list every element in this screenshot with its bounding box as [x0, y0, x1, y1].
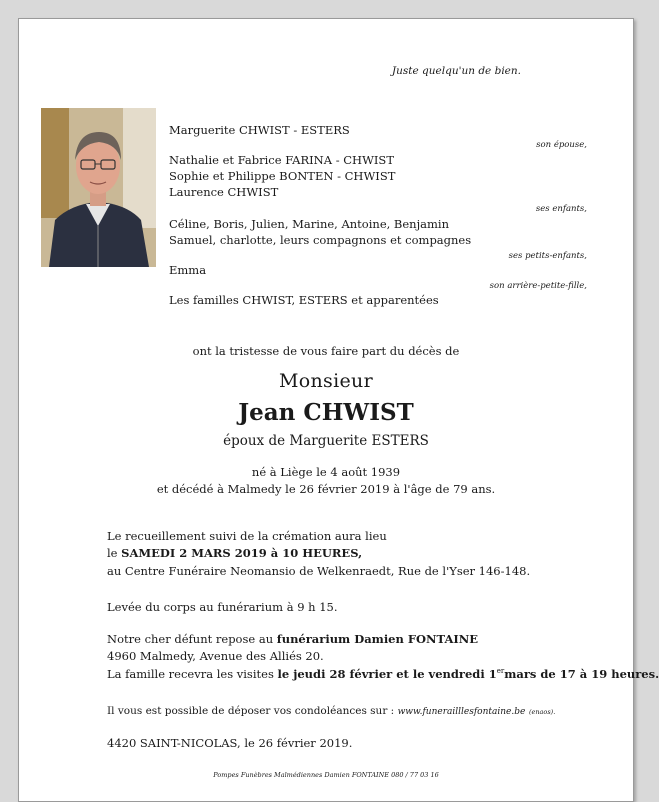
grandchildren-line-2: Samuel, charlotte, leurs compagnons et compagnes [169, 233, 472, 247]
funeral-home-line-1: Notre cher défunt repose au funérarium Damien FONTAINE [107, 632, 479, 646]
funeral-home-line-2: 4960 Malmedy, Avenue des Alliés 20. [107, 649, 324, 663]
ceremony-datetime: SAMEDI 2 MARS 2019 à 10 HEURES, [121, 546, 363, 560]
death-line: et décédé à Malmedy le 26 février 2019 à l'âge de 79 ans. [156, 482, 496, 496]
ceremony-line-2: le SAMEDI 2 MARS 2019 à 10 HEURES, [107, 546, 363, 560]
grandchildren-role: ses petits-enfants, [508, 251, 587, 261]
child-1: Nathalie et Fabrice FARINA - CHWIST [169, 153, 394, 167]
footer-imprint: Pompes Funèbres Malmédiennes Damien FONTAINE 080 / 77 03 16 [213, 771, 439, 779]
birth-line: né à Liège le 4 août 1939 [251, 465, 401, 479]
motto: Juste quelqu'un de bien. [391, 65, 521, 77]
ceremony-line-3: au Centre Funéraire Neomansio de Welkenraedt, Rue de l'Yser 146-148. [107, 564, 531, 578]
families-line: Les familles CHWIST, ESTERS et apparentées [169, 293, 439, 307]
grandchildren-line-1: Céline, Boris, Julien, Marine, Antoine, Benjamin [169, 217, 450, 231]
great-grandchild: Emma [169, 263, 207, 277]
condolences-url[interactable]: www.funerailllesfontaine.be [397, 707, 526, 717]
honorific: Monsieur [279, 370, 373, 392]
child-3: Laurence CHWIST [169, 185, 279, 199]
place-date: 4420 SAINT-NICOLAS, le 26 février 2019. [107, 736, 353, 750]
spouse-role: son épouse, [536, 140, 587, 150]
deceased-name: Jean CHWIST [238, 399, 414, 426]
great-grandchild-role: son arrière-petite-fille, [489, 281, 587, 291]
deceased-photo [41, 108, 156, 267]
ceremony-line-1: Le recueillement suivi de la crémation aura lieu [107, 529, 387, 543]
funeral-home-name: funérarium Damien FONTAINE [276, 632, 479, 646]
intro-line: ont la tristesse de vous faire part du décès de [192, 344, 460, 358]
child-2: Sophie et Philippe BONTEN - CHWIST [169, 169, 396, 183]
children-role: ses enfants, [535, 204, 587, 214]
spouse-of: époux de Marguerite ESTERS [223, 433, 429, 449]
condolences-line: Il vous est possible de déposer vos condoléances sur : www.funerailllesfontaine.be (enaos). [107, 705, 556, 717]
visits-line: La famille recevra les visites le jeudi 28 février et le vendredi 1ermars de 17 à 19 heures. [107, 667, 659, 681]
levee-line: Levée du corps au funérarium à 9 h 15. [107, 600, 338, 614]
obituary-page [18, 18, 659, 802]
spouse-name: Marguerite CHWIST - ESTERS [169, 123, 350, 137]
